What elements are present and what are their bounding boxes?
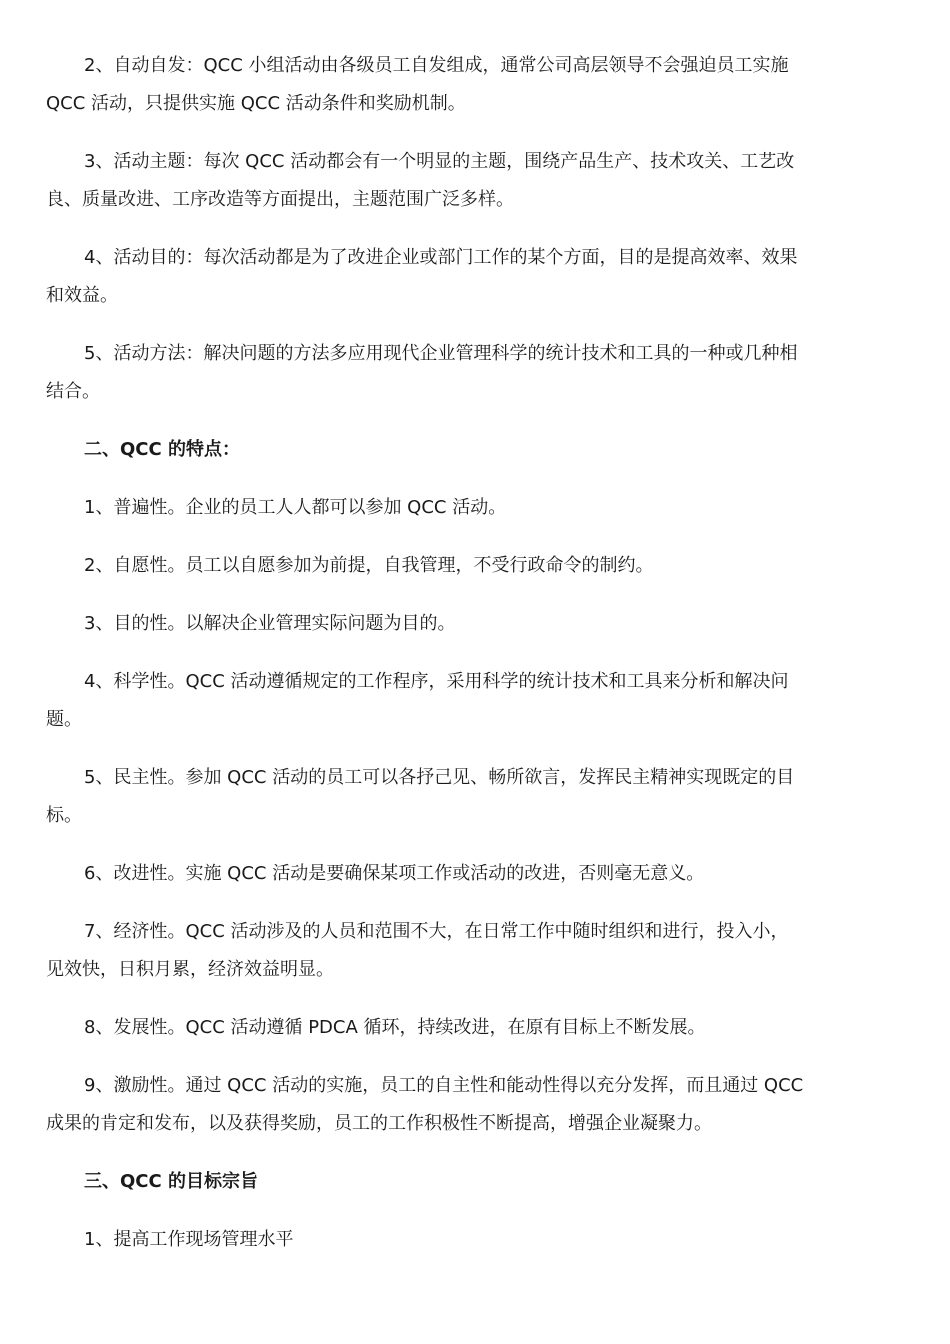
list-item-voluntariness: 2、自愿性。员工以自愿参加为前提，自我管理，不受行政命令的制约。: [84, 555, 654, 576]
document-page: [46, 47, 806, 1259]
section-heading-characteristics: 二、QCC 的特点：: [84, 439, 240, 460]
list-item-scientific: 4、科学性。QCC 活动遵循规定的工作程序，采用科学的统计技术和工具来分析和解决问题。: [46, 671, 789, 730]
list-item-improvement: 6、改进性。实施 QCC 活动是要确保某项工作或活动的改进，否则毫无意义。: [84, 863, 705, 884]
paragraph-activity-theme: 3、活动主题：每次 QCC 活动都会有一个明显的主题，围绕产品生产、技术攻关、工艺改良、质量改进、工序改造等方面提出，主题范围广泛多样。: [46, 151, 795, 210]
list-item-developmental: 8、发展性。QCC 活动遵循 PDCA 循环，持续改进，在原有目标上不断发展。: [84, 1017, 706, 1038]
section-heading-objectives: 三、QCC 的目标宗旨: [84, 1171, 258, 1192]
list-item-purposefulness: 3、目的性。以解决企业管理实际问题为目的。: [84, 613, 456, 634]
list-item-site-management: 1、提高工作现场管理水平: [84, 1229, 294, 1250]
list-item-motivational: 9、激励性。通过 QCC 活动的实施，员工的自主性和能动性得以充分发挥，而且通过 QCC 成果的肯定和发布，以及获得奖励，员工的工作积极性不断提高，增强企业凝聚力。: [46, 1075, 804, 1134]
paragraph-auto-initiative: 2、自动自发：QCC 小组活动由各级员工自发组成，通常公司高层领导不会强迫员工实施 QCC 活动，只提供实施 QCC 活动条件和奖励机制。: [46, 55, 789, 114]
list-item-universality: 1、普遍性。企业的员工人人都可以参加 QCC 活动。: [84, 497, 507, 518]
list-item-democratic: 5、民主性。参加 QCC 活动的员工可以各抒己见、畅所欲言，发挥民主精神实现既定的目标。: [46, 767, 795, 826]
list-item-economic: 7、经济性。QCC 活动涉及的人员和范围不大，在日常工作中随时组织和进行，投入小，见效快，日积月累，经济效益明显。: [46, 921, 789, 980]
paragraph-activity-method: 5、活动方法：解决问题的方法多应用现代企业管理科学的统计技术和工具的一种或几种相结合。: [46, 343, 798, 402]
paragraph-activity-purpose: 4、活动目的：每次活动都是为了改进企业或部门工作的某个方面，目的是提高效率、效果和效益。: [46, 247, 798, 306]
